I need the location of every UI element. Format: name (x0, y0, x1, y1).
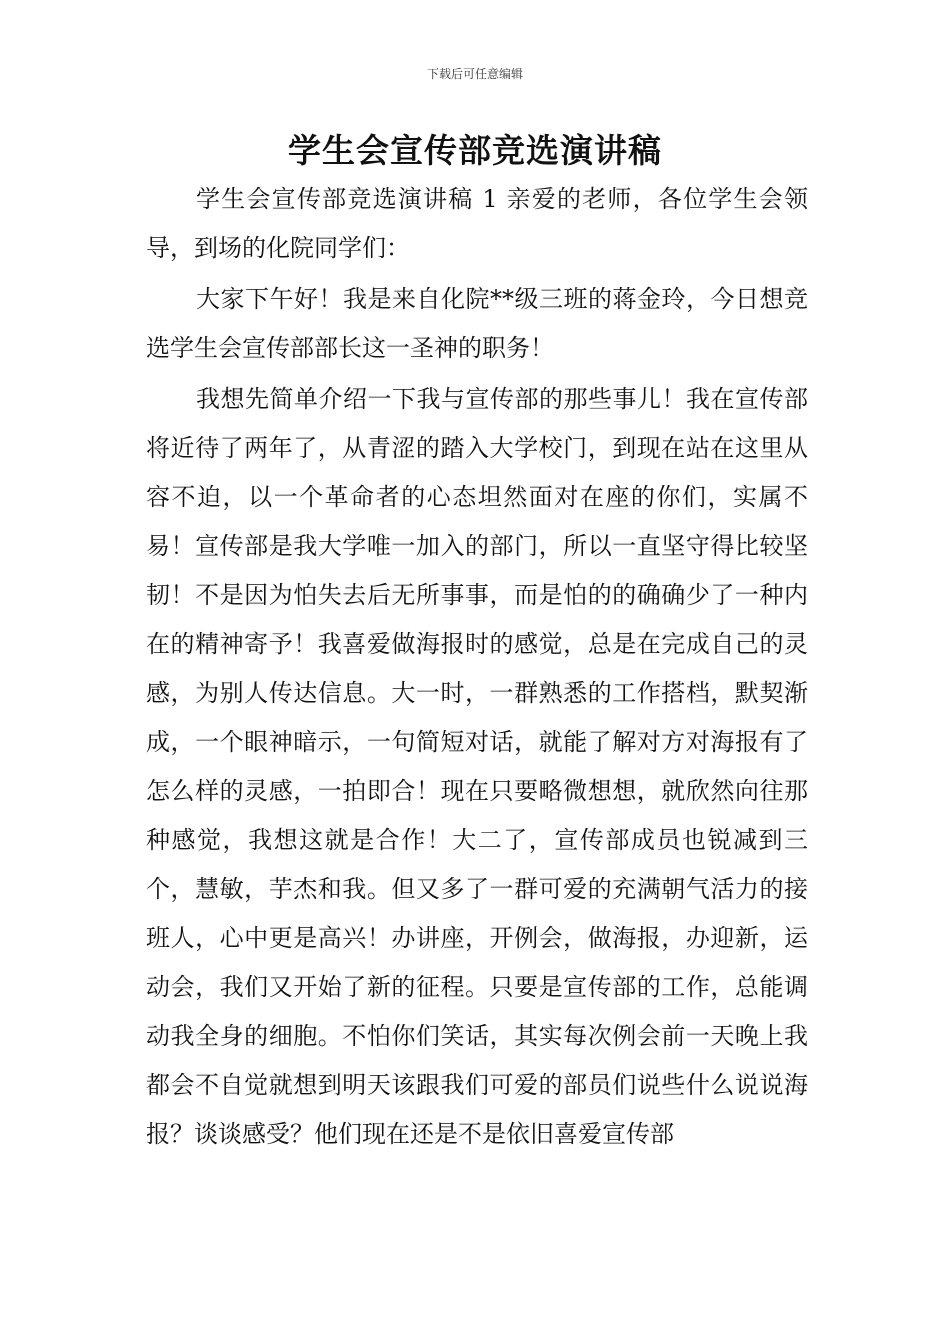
page-header-note: 下载后可任意编辑 (426, 67, 523, 81)
document-title: 学生会宣传部竞选演讲稿 (288, 131, 662, 170)
paragraph-experience: 我想先简单介绍一下我与宣传部的那些事儿！我在宣传部将近待了两年了，从青涩的踏入大学校门，到现在站在这里从容不迫，以一个革命者的心态坦然面对在座的你们，实属不易！宣传部是我大学唯一加入的部门，所以一直坚守得比较坚韧！不是因为怕失去后无所事事，而是怕的的确确少了一种内在的精神寄予！我喜爱做海报时的感觉，总是在完成自己的灵感，为别人传达信息。大一时，一群熟悉的工作搭档，默契渐成，一个眼神暗示，一句简短对话，就能了解对方对海报有了怎么样的灵感，一拍即合！现在只要略微想想，就欣然向往那种感觉，我想这就是合作！大二了，宣传部成员也锐减到三个，慧敏，芋杰和我。但又多了一群可爱的充满朝气活力的接班人，心中更是高兴！办讲座，开例会，做海报，办迎新，运动会，我们又开始了新的征程。只要是宣传部的工作，总能调动我全身的细胞。不怕你们笑话，其实每次例会前一天晚上我都会不自觉就想到明天该跟我们可爱的部员们说些什么说说海报？谈谈感受？他们现在还是不是依旧喜爱宣传部 (146, 385, 808, 1148)
paragraph-introduction: 大家下午好！我是来自化院**级三班的蒋金玲，今日想竞选学生会宣传部部长这一圣神的职务！ (146, 285, 808, 362)
paragraph-greeting: 学生会宣传部竞选演讲稿 1 亲爱的老师，各位学生会领导，到场的化院同学们： (146, 185, 808, 262)
document-body (146, 175, 808, 1159)
